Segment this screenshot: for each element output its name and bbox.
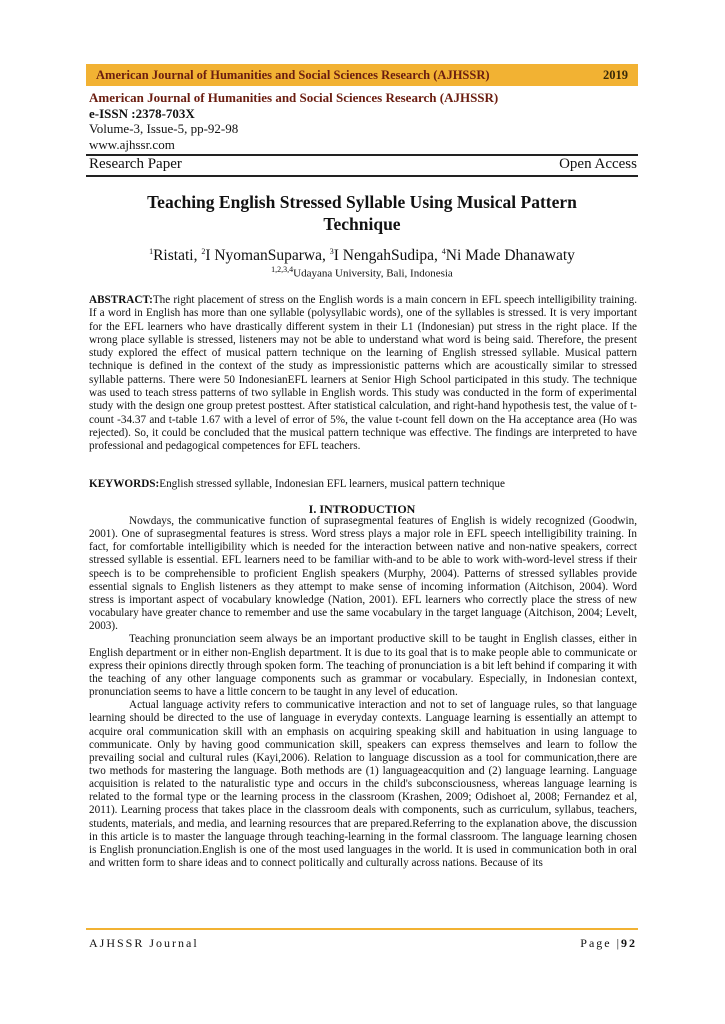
meta-journal-title: American Journal of Humanities and Social Sciences Research (AJHSSR)	[89, 90, 499, 105]
paper-type-row	[89, 156, 637, 173]
paper-type-divider	[86, 175, 638, 177]
author-list	[86, 247, 638, 265]
keywords	[89, 478, 637, 490]
abstract-label: ABSTRACT:	[89, 294, 153, 306]
access-type: Open Access	[559, 156, 637, 172]
paragraph: Teaching pronunciation seem always be an important productive skill to be taught in English classes, either in English department or in either non-English department. It is due to its goal that is to make people able to communicate or express their opinions directly through spoken form. The teaching of pronunciation is a bit left behind if comparing it with the teaching of any other language components such as grammar or vocabulary. Especially, in Indonesian context, pronunciation seems to have a little concern to be taught in any level of education.	[89, 633, 637, 699]
affiliation	[86, 265, 638, 280]
page-footer	[89, 936, 637, 951]
paragraph: Actual language activity refers to communicative interaction and not to set of language rules, so that language learning should be directed to the use of language in everyday contexts. Language learning is essentially an attempt to acquire oral communication skill with an emphasis on acquiring speaking skill and habituation in using language to communicate. Only by having good communication skill, speakers can express themselves and learn to follow the prevailing social and cultural rules (Kayi,2006). Relation to language discussion as a tool for communication,there are two methods for mastering the language. Both methods are (1) languageacquition and (2) language learning. Language acquisition is related to the naturalistic type and occurs in the child's subconsciousness, whereas language learning is related to the formal type or the learning process in the classroom (Krashen, 2009; Odishoet al, 2008; Fernandez et al, 2011). Learning process that takes place in the classroom deals with components, such as curriculum, syllabus, teachers, students, materials, and media, and learning resources that are prepared.Referring to the explanation above, the discussion in this article is to master the language through teaching-learning in the formal classroom. The language learning chosen is English pronunciation.English is one of the most used languages in the world. It is used in communication both in oral and written form to share ideas and to connect politically and culturally across nations. Because of its	[89, 699, 637, 870]
footer-page-label: Page |	[580, 936, 621, 950]
paragraph: Nowdays, the communicative function of suprasegmental features of English is widely recognized (Goodwin, 2001). One of suprasegmental features is stress. Word stress plays a major role in EFL speech intelligibility training. In fact, for comfortable intelligibility which is needed for the interaction between native and non-native speakers, correct stressed syllable is essential. EFL learners need to be familiar with-and to be able to work with-word-level stress if their speech is to be comprehensible to proficient English speakers (Murphy, 2004). Patterns of stressed syllables provide essential signals to English listeners as they attempt to make sense of incoming information (Aitchison, 2004). Word stress is important aspect of vocabulary knowledge (Nation, 2001). EFL learners who correctly place the stress of new vocabulary have greater chance to remember and use the same vocabulary in the target language (Aitchison, 2004; Levelt, 2003).	[89, 515, 637, 633]
paper-type: Research Paper	[89, 156, 182, 172]
introduction-body	[89, 515, 637, 870]
footer-page	[580, 936, 637, 951]
author-2-sup: 2	[201, 247, 206, 256]
paper-title	[86, 191, 638, 235]
affiliation-text: Udayana University, Bali, Indonesia	[293, 267, 453, 280]
section-heading: I. INTRODUCTION	[308, 502, 416, 516]
footer-journal: AJHSSR Journal	[89, 936, 199, 950]
paper-title-line-2: Technique	[323, 214, 401, 234]
journal-meta	[89, 90, 637, 152]
header-year: 2019	[603, 67, 628, 82]
footer-page-number: 92	[621, 936, 637, 950]
author-1: Ristati,	[153, 247, 202, 265]
author-4: Ni Made Dhanawaty	[445, 247, 575, 265]
paper-title-line-1: Teaching English Stressed Syllable Using Musical Pattern	[147, 192, 577, 212]
meta-issn: e-ISSN :2378-703X	[89, 105, 195, 121]
meta-website[interactable]: www.ajhssr.com	[89, 136, 175, 152]
meta-volume: Volume-3, Issue-5, pp-92-98	[89, 121, 239, 136]
footer-divider	[86, 928, 638, 930]
author-1-sup: 1	[149, 247, 154, 256]
author-3-sup: 3	[329, 247, 334, 256]
header-journal-title: American Journal of Humanities and Social Sciences Research (AJHSSR)	[96, 67, 490, 82]
keywords-text: English stressed syllable, Indonesian EFL learners, musical pattern technique	[159, 478, 505, 490]
author-3: I NengahSudipa,	[333, 247, 442, 265]
author-2: I NyomanSuparwa,	[205, 247, 330, 265]
author-4-sup: 4	[441, 247, 446, 256]
abstract	[89, 294, 637, 454]
journal-header-band	[86, 64, 638, 86]
abstract-text: The right placement of stress on the English words is a main concern in EFL speech intelligibility training. If a word in English has more than one syllable (polysyllabic words), one of the syllables is stressed. It is very important for the EFL learners who have drastically different system in their L1 (Indonesian) put stress in the right place. If the wrong place syllable is stressed, listeners may not be able to understand what word is being said. Therefore, the present study explored the effect of musical pattern technique on the learning of English stressed syllable. Musical pattern technique is defined in the context of the study as impressionistic patterns which are acoustically similar to stressed syllable patterns. There were 50 IndonesianEFL learners at Senior High School participated in this study. The technique was used to teach stress patterns of two syllable in English words. This study was conducted in the form of experimental study with the design one group pretest posttest. After statistical calculation, and right-hand hypothesis test, the value of t-count -34.37 and t-table 1.67 with a level of error of 5%, the value t-count fell down on the Ha acceptance area (Ho was rejected). So, it could be concluded that the musical pattern technique was effective. The findings are interpreted to have professional and pedagogical competences for EFL teachers.	[89, 294, 637, 453]
affiliation-sup: 1,2,3,4	[271, 265, 294, 274]
keywords-label: KEYWORDS:	[89, 478, 160, 490]
